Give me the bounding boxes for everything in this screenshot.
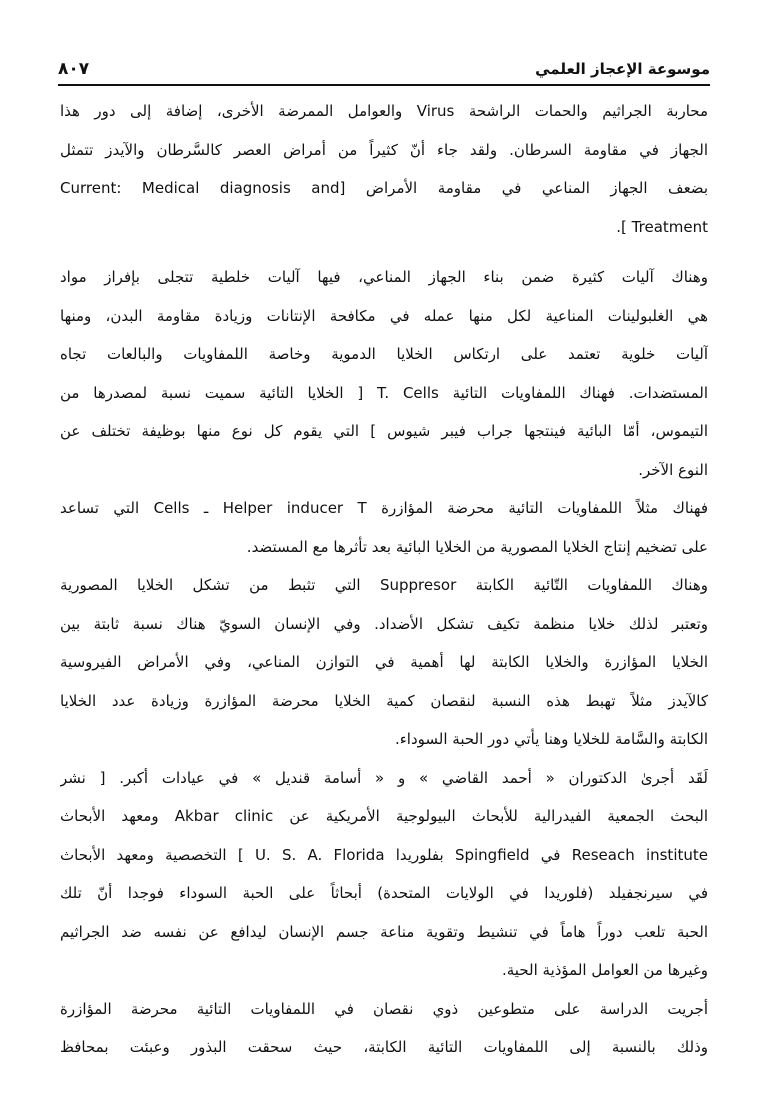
text-line: النوع الآخر. [638,460,708,479]
text-line: وذلك بالنسبة إلى اللمفاويات التائية الكابتة، حيث سحقت البذور وعبئت بمحافظ [60,1038,708,1056]
text-line: Treatment ]. [616,217,708,236]
text-line: آليات خلوية تعتمد على ارتكاس الخلايا الدموية وخاصة اللمفاويات والبالعات تجاه [60,345,708,363]
text-line: وهناك آليات كثيرة ضمن بناء الجهاز المناعي، فيها آليات خلطية تتجلى بإفراز مواد [60,268,708,286]
text-line: الحبة تلعب دوراً هاماً في تنشيط وتقوية مناعة جسم الإنسان ليدافع عن نفسه ضد الجراثيم [60,922,708,941]
paragraph [60,92,708,246]
text-line: وهناك اللمفاويات التّائية الكابتة Suppresor التي تثبط من تشكل الخلايا المصورية [60,576,708,594]
text-line: الجهاز في مقاومة السرطان. ولقد جاء أنّ كثيراً من أمراض العصر كالسَّرطان والآيدز تتمثل [60,140,708,159]
paragraph [60,258,708,489]
text-line: كالآيدز مثلاً تهبط هذه النسبة لنقصان كمية الخلايا محرضة المؤازرة وزيادة عدد الخلايا [60,691,708,710]
article-body [60,92,708,1067]
paragraph [60,759,708,990]
page-header [58,54,710,86]
text-line: Reseach institute في Spingfield بفلوريدا U. S. A. Florida ] التخصصية ومعهد الأبحاث [60,845,708,864]
text-line: بضعف الجهاز المناعي في مقاومة الأمراض [Current: Medical diagnosis and [60,179,708,197]
text-line: على تضخيم إنتاج الخلايا المصورية من الخلايا البائية بعد تأثرها مع المستضد. [246,537,708,556]
text-line: الكابتة والسَّامة للخلايا وهنا يأتي دور الحبة السوداء. [394,730,708,748]
paragraph [60,990,708,1067]
text-line: وغيرها من العوامل المؤذية الحية. [502,961,708,979]
text-line: المستضدات. فهناك اللمفاويات التائية T. Cells [ الخلايا التائية سميت نسبة لمصدرها من [60,383,708,402]
text-line: التيموس، أمّا البائية فينتجها جراب فيبر شيوس ] التي يقوم كل نوع منها بوظيفة تختلف عن [60,422,708,440]
paragraph [60,489,708,566]
text-line: البحث الجمعية الفيدرالية للأبحاث البيولوجية الأمريكية عن Akbar clinic ومعهد الأبحاث [60,807,708,825]
text-line: محاربة الجراثيم والحمات الراشحة Virus والعوامل الممرضة الأخرى، إضافة إلى دور هذا [60,102,708,120]
paragraph [60,566,708,759]
text-line: فهناك مثلاً اللمفاويات التائية محرضة المؤازرة Helper inducer T ـ Cells التي تساعد [60,499,708,517]
text-line: لَقَد أجرىٰ الدكتوران « أحمد القاضي » و « أسامة قنديل » في عيادات أكبر. [ نشر [60,768,708,787]
text-line: الخلايا المؤازرة والخلايا الكابتة لها أهمية في التوازن المناعي، وفي الأمراض الفيروسية [60,653,708,671]
text-line: وتعتبر لذلك خلايا منظمة تكيف تشكل الأضداد. وفي الإنسان السويّ هناك نسبة ثابتة بين [60,614,708,633]
book-title: موسوعة الإعجاز العلمي [535,60,710,78]
text-line: في سيرنجفيلد (فلوريدا في الولايات المتحدة) أبحاثاً على الحبة السوداء فوجدا أنّ تلك [60,884,708,902]
page-number: ٨٠٧ [58,59,90,79]
text-line: هي الغلبولينات المناعية لكل منها عمله في مكافحة الإنتانات وزيادة مقاومة البدن، ومنها [60,306,708,325]
text-line: أجريت الدراسة على متطوعين ذوي نقصان في اللمفاويات التائية محرضة المؤازرة [60,999,708,1018]
